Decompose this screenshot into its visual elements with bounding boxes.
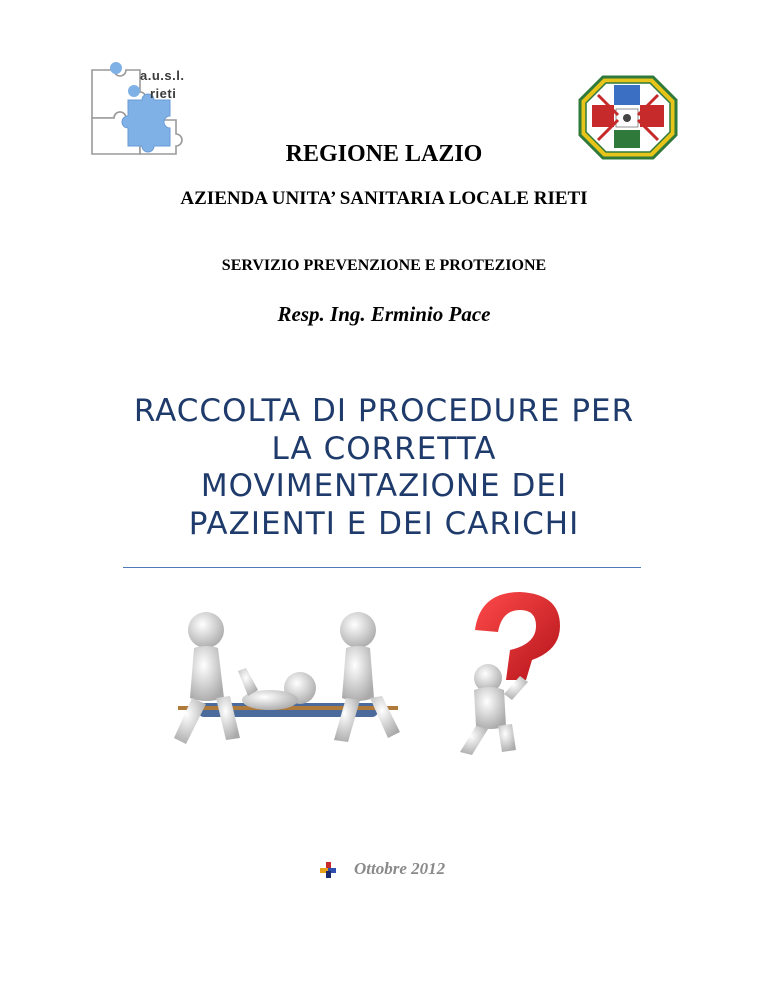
four-color-bullet-icon [318,860,338,880]
title-divider [123,567,641,568]
region-title: REGIONE LAZIO [285,141,483,167]
date-bullet [318,860,338,880]
agency-title: AZIENDA UNITA’ SANITARIA LOCALE RIETI [180,188,588,209]
question-mark-illustration [430,590,568,755]
logo-text-line1: a.u.s.l. [140,68,185,83]
stretcher-illustration [158,608,416,758]
logo-text-line2: rieti [150,86,177,101]
manager-name: Resp. Ing. Erminio Pace [277,302,491,326]
document-date: Ottobre 2012 [354,859,446,878]
service-title: SERVIZIO PREVENZIONE E PROTEZIONE [221,257,547,274]
document-title: RACCOLTA DI PROCEDURE PER LA CORRETTA MOVIMENTAZIONE DEI PAZIENTI E DEI CARICHI [133,393,635,542]
